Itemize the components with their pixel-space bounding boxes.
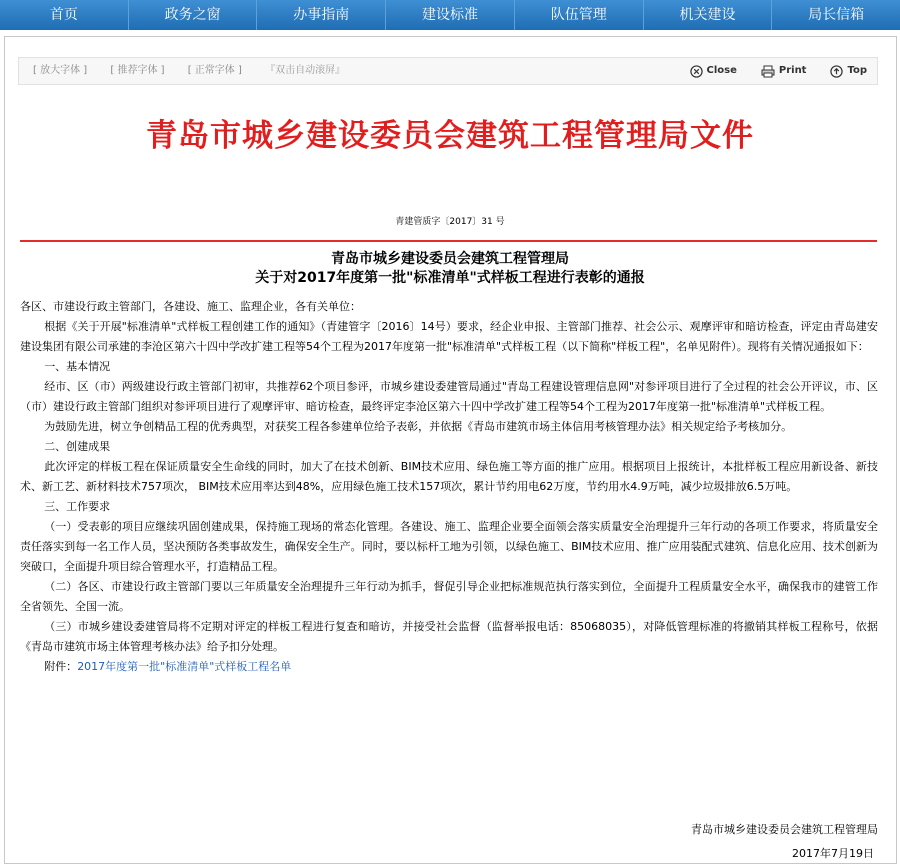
paragraph-intro: 根据《关于开展"标准清单"式样板工程创建工作的通知》（青建管字〔2016〕14号）要求，经企业申报、主管部门推荐、社会公示、观摩评审和暗访检查，评定由青岛建安建设集团有限公司承建的李沧区第六十四中学改扩建工程等54个工程为2017年度第一批"标准清单"式样板工程（以下简称"样板工程"，名单见附件）。现将有关情况通报如下： — [20, 320, 878, 353]
document-number: 青建管质字〔2017〕31 号 — [395, 217, 505, 227]
section-heading-1: 一、基本情况 — [44, 360, 111, 373]
font-normal-button[interactable]: [ 正常字体 ] — [187, 65, 242, 76]
attachment-line — [20, 657, 878, 677]
arrow-up-icon — [830, 65, 843, 78]
nav-home[interactable]: 首页 — [0, 0, 129, 30]
close-icon — [690, 65, 703, 78]
paragraph-results: 此次评定的样板工程在保证质量安全生命线的同时，加大了在技术创新、BIM技术应用、绿色施工等方面的推广应用。根据项目上报统计，本批样板工程应用新设备、新技术、新工艺、新材料技术757项次， BIM技术应用率达到48%，应用绿色施工技术157项次，累计节约用电62万度，节约用水4.9万吨，减少垃圾排放6.5万吨。 — [20, 460, 878, 493]
nav-government[interactable]: 政务之窗 — [129, 0, 258, 30]
attachment-link[interactable]: 2017年度第一批"标准清单"式样板工程名单 — [77, 660, 292, 673]
top-nav — [0, 0, 900, 30]
nav-guide[interactable]: 办事指南 — [257, 0, 386, 30]
nav-organization[interactable]: 机关建设 — [644, 0, 773, 30]
paragraph-commendation: 为鼓励先进，树立争创精品工程的优秀典型，对获奖工程各参建单位给予表彰，并依据《青岛市建筑市场主体信用考核管理办法》相关规定给予考核加分。 — [44, 420, 793, 433]
font-large-button[interactable]: [ 放大字体 ] — [33, 65, 88, 76]
paragraph-requirement-3: （三）市城乡建设委建管局将不定期对评定的样板工程进行复查和暗访，并接受社会监督（监督举报电话：85068035），对降低管理标准的将撤销其样板工程称号，依据《青岛市建筑市场主体管理考核办法》给予扣分处理。 — [20, 620, 878, 653]
signature-organization: 青岛市城乡建设委员会建筑工程管理局 — [691, 823, 878, 836]
print-button[interactable] — [761, 58, 807, 84]
paragraph-basic-info: 经市、区（市）两级建设行政主管部门初审，共推荐62个项目参评，市城乡建设委建管局通过"青岛工程建设管理信息网"对参评项目进行了全过程的社会公开评议，市、区（市）建设行政主管部门组织对参评项目进行了观摩评审、暗访检查，最终评定李沧区第六十四中学改扩建工程等54个工程为2017年度第一批"标准清单"式样板工程。 — [20, 380, 878, 413]
paragraph-requirement-2: （二）各区、市建设行政主管部门要以三年质量安全治理提升三年行动为抓手，督促引导企业把标准规范执行落实到位，全面提升工程质量安全水平，确保我市的建管工作全省领先、全国一流。 — [20, 580, 878, 613]
notice-title — [0, 250, 900, 288]
close-button[interactable] — [690, 58, 737, 84]
nav-mailbox[interactable]: 局长信箱 — [808, 7, 865, 23]
red-divider — [20, 240, 877, 242]
document-body — [20, 297, 878, 677]
printer-icon — [761, 65, 775, 78]
paragraph-requirement-1: （一）受表彰的项目应继续巩固创建成果，保持施工现场的常态化管理。各建设、施工、监理企业要全面领会落实质量安全治理提升三年行动的各项工作要求，将质量安全责任落实到每一名工作人员，坚决预防各类事故发生，确保安全生产。同时，要以标杆工地为引领，以绿色施工、BIM技术应用、推广应用装配式建筑、信息化应用、技术创新为突破口，全面提升项目综合管理水平，打造精品工程。 — [20, 520, 878, 573]
section-heading-3: 三、工作要求 — [44, 500, 111, 513]
signature-date: 2017年7月19日 — [792, 847, 874, 860]
nav-standards[interactable]: 建设标准 — [386, 0, 515, 30]
toolbar — [18, 57, 878, 85]
document-header-title: 青岛市城乡建设委员会建筑工程管理局文件 — [146, 118, 754, 154]
top-button[interactable] — [830, 58, 867, 84]
close-label: Close — [706, 65, 737, 76]
salutation: 各区、市建设行政主管部门，各建设、施工、监理企业，各有关单位： — [20, 300, 361, 313]
font-recommended-button[interactable]: [ 推荐字体 ] — [110, 65, 165, 76]
top-label: Top — [847, 65, 867, 76]
print-label: Print — [778, 65, 807, 76]
auto-scroll-hint[interactable]: 『双击自动滚屏』 — [265, 65, 346, 76]
section-heading-2: 二、创建成果 — [44, 440, 111, 453]
attachment-label: 附件： — [44, 660, 78, 673]
notice-title-line2: 关于对2017年度第一批"标准清单"式样板工程进行表彰的通报 — [255, 270, 645, 286]
nav-team[interactable]: 队伍管理 — [515, 0, 644, 30]
notice-title-line1: 青岛市城乡建设委员会建筑工程管理局 — [331, 251, 569, 267]
